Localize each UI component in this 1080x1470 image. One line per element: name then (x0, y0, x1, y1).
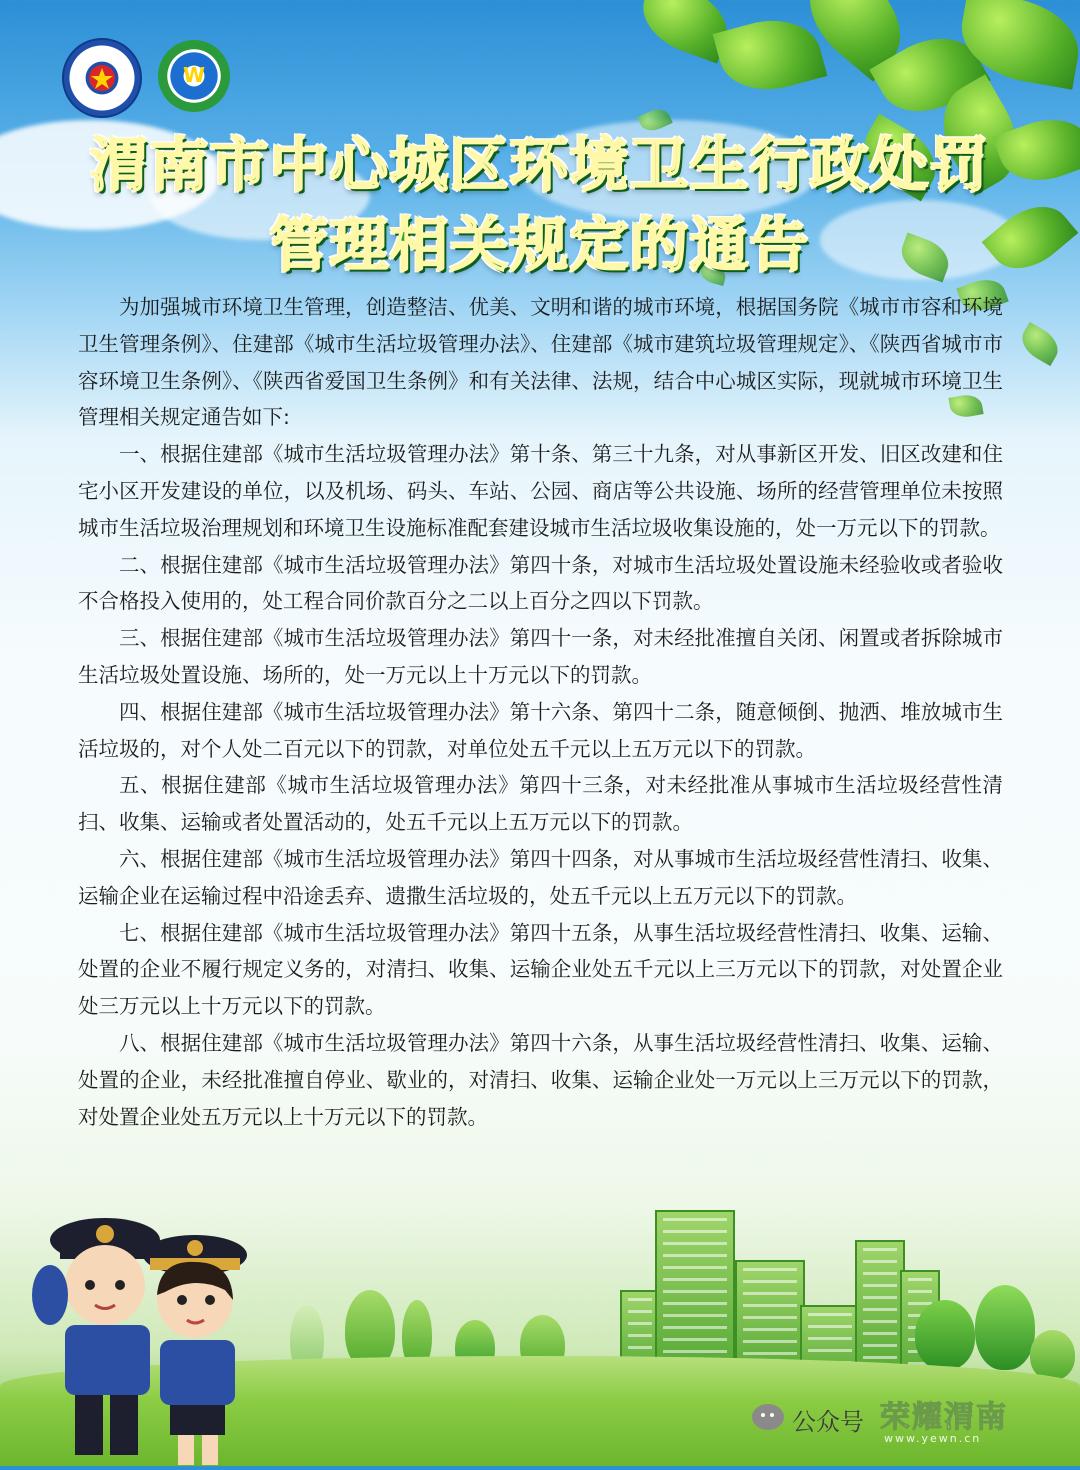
clause-paragraph: 三、根据住建部《城市生活垃圾管理办法》第四十一条，对未经批准擅自关闭、闲置或者拆除城市生活垃圾处置设施、场所的，处一万元以上十万元以下的罚款。 (78, 626, 1003, 687)
clause-paragraph: 七、根据住建部《城市生活垃圾管理办法》第四十五条，从事生活垃圾经营性清扫、收集、运输、处置的企业不履行规定义务的，对清扫、收集、运输企业处五千元以上三万元以下的罚款，对处置企业处三万元以上十万元以下的罚款。 (78, 920, 1003, 1019)
watermark (752, 1392, 1052, 1452)
clause-paragraph: 五、根据住建部《城市生活垃圾管理办法》第四十三条，对未经批准从事城市生活垃圾经营性清扫、收集、运输或者处置活动的，处五千元以上五万元以下的罚款。 (78, 773, 1003, 835)
city-management-emblem-icon (62, 38, 142, 118)
brand-url: www.yewn.cn (884, 1432, 982, 1445)
clause-paragraph: 一、根据住建部《城市生活垃圾管理办法》第十条、第三十九条，对从事新区开发、旧区改建和住宅小区开发建设的单位，以及机场、码头、车站、公园、商店等公共设施、场所的经营管理单位未按照城市生活垃圾治理规划和环境卫生设施标准配套建设城市生活垃圾收集设施的，处一万元以下的罚款。 (78, 442, 1003, 540)
wechat-icon (752, 1404, 784, 1430)
sanitation-logo-icon (158, 40, 230, 112)
wechat-label: 公众号 (792, 1408, 864, 1436)
officer-illustration (20, 1200, 260, 1466)
brand-name: 荣耀渭南 (880, 1400, 1008, 1435)
page-subtitle: 管理相关规定的通告 (269, 211, 810, 279)
svg-text:W: W (182, 63, 206, 87)
intro-paragraph: 为加强城市环境卫生管理，创造整洁、优美、文明和谐的城市环境，根据国务院《城市市容和环境卫生管理条例》、住建部《城市生活垃圾管理办法》、住建部《城市建筑垃圾管理规定》、《陕西省城市市容环境卫生条例》、《陕西省爱国卫生条例》和有关法律、法规，结合中心城区实际，现就城市环境卫生管理相关规定通告如下: (78, 295, 1003, 430)
clause-paragraph: 四、根据住建部《城市生活垃圾管理办法》第十六条、第四十二条，随意倾倒、抛洒、堆放城市生活垃圾的，对个人处二百元以下的罚款，对单位处五千元以上五万元以下的罚款。 (78, 699, 1003, 761)
clause-paragraph: 六、根据住建部《城市生活垃圾管理办法》第四十四条，对从事城市生活垃圾经营性清扫、收集、运输企业在运输过程中沿途丢弃、遗撒生活垃圾的，处五千元以上五万元以下的罚款。 (78, 846, 1003, 908)
clause-paragraph: 八、根据住建部《城市生活垃圾管理办法》第四十六条，从事生活垃圾经营性清扫、收集、运输、处置的企业，未经批准擅自停业、歇业的，对清扫、收集、运输企业处一万元以上三万元以下的罚款，对处置企业处五万元以上十万元以下的罚款。 (78, 1030, 1003, 1129)
clause-paragraph: 二、根据住建部《城市生活垃圾管理办法》第四十条，对城市生活垃圾处置设施未经验收或者验收不合格投入使用的，处工程合同价款百分之二以上百分之四以下罚款。 (78, 552, 1003, 614)
notice-body (78, 289, 1003, 1135)
page-title: 渭南市中心城区环境卫生行政处罚 (89, 131, 990, 199)
